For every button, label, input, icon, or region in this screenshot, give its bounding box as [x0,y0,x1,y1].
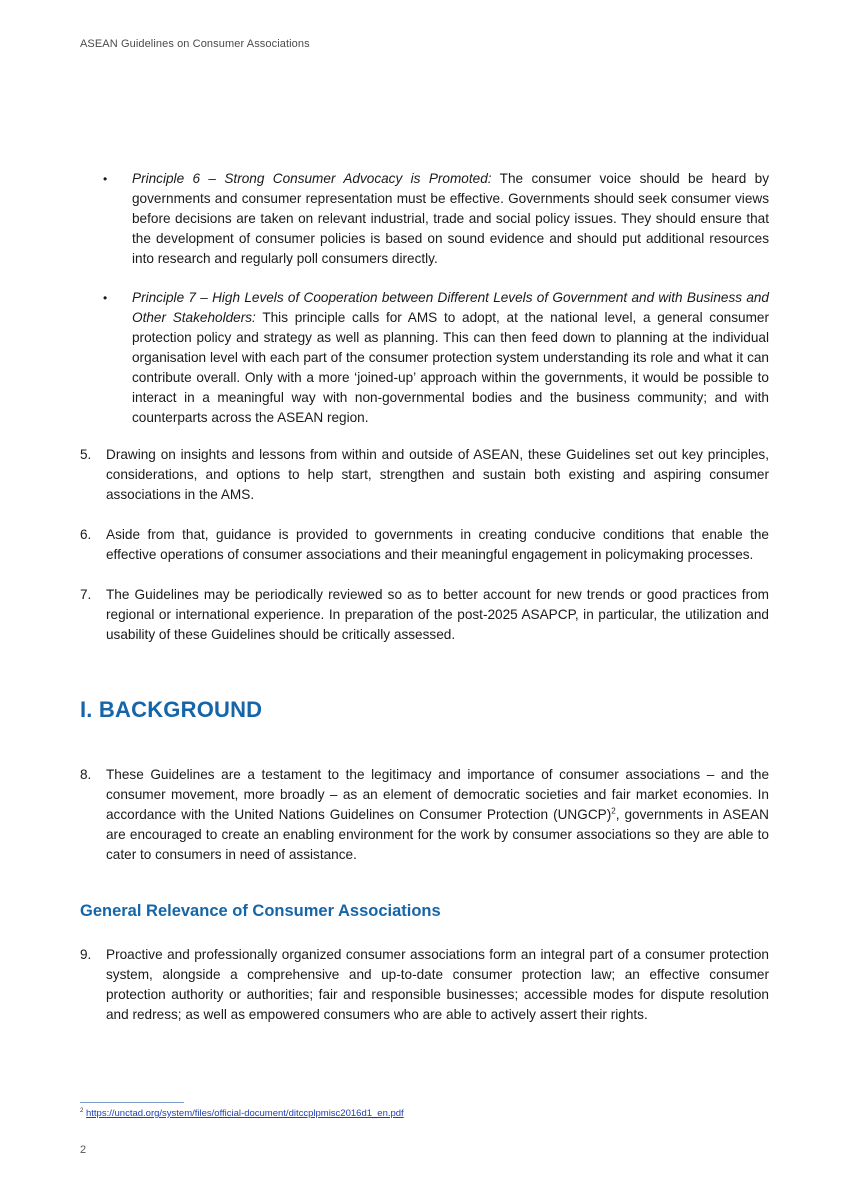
paragraph-5 [80,445,769,505]
paragraph-number: 8. [80,767,92,782]
footnote-link[interactable]: https://unctad.org/system/files/official-document/ditccplpmisc2016d1_en.pdf [85,1108,404,1119]
paragraph-number: 5. [80,447,92,462]
paragraph-text: These Guidelines are a testament to the legitimacy and importance of consumer associations – and the consumer movement, more broadly – as an element of democratic societies and fair market economies. In accordance with the United Nations Guidelines on Consumer Protection (UNGCP) [106,767,769,822]
bullet-icon: • [103,172,108,186]
principle-text: This principle calls for AMS to adopt, at the national level, a general consumer protection policy and strategy as well as planning. This can then feed down to planning at the individual organisation level with each part of the consumer protection system understanding its role and what it can contribute overall. Only with a more ‘joined-up’ approach within the governments, it would be possible to interact in a meaningful way with non-governmental bodies and the business community; and with counterparts across the ASEAN region. [132,310,769,425]
footnote [80,1108,404,1119]
principle-item [103,288,769,428]
paragraph-number: 6. [80,527,92,542]
paragraph-text: Aside from that, guidance is provided to governments in creating conducive conditions that enable the effective operations of consumer associations and their meaningful engagement in policymaking processes. [106,527,769,562]
principle-item [103,169,769,269]
paragraph-6 [80,525,769,565]
principle-text: The consumer voice should be heard by governments and consumer representation must be effective. Governments should seek consumer views before decisions are taken on relevant industrial, trade and social policy issues. They should ensure that the development of consumer policies is based on sound evidence and should put additional resources into research and regularly poll consumers directly. [132,171,769,266]
bullet-icon: • [103,291,108,305]
paragraph-number: 9. [80,947,92,962]
section-heading: I. BACKGROUND [80,697,263,722]
subsection-heading: General Relevance of Consumer Associations [80,902,441,920]
principles-list [103,169,769,447]
paragraph-text: Proactive and professionally organized consumer associations form an integral part of a consumer protection system, alongside a comprehensive and up-to-date consumer protection law; an effective consumer protection authority or authorities; fair and responsible businesses; accessible modes for dispute resolution and redress; as well as empowered consumers who are able to actively assert their rights. [106,947,769,1022]
page-number: 2 [80,1144,87,1156]
principle-title: Principle 7 – High Levels of Cooperation between Different Levels of Government and with Business and Other Stakeholders: [132,290,769,325]
paragraph-9 [80,945,769,1025]
paragraph-text: Drawing on insights and lessons from within and outside of ASEAN, these Guidelines set out key principles, considerations, and options to help start, strengthen and sustain both existing and aspiring consumer associations in the AMS. [106,447,769,502]
paragraph-text-continued: , governments in ASEAN are encouraged to create an enabling environment for the work by consumer associations so they are able to cater to consumers in need of assistance. [106,807,769,862]
footnote-divider [80,1102,184,1103]
paragraph-7 [80,585,769,645]
paragraph-8 [80,765,769,865]
footnote-marker: 2 [80,1108,84,1114]
paragraph-text: The Guidelines may be periodically reviewed so as to better account for new trends or good practices from regional or international experience. In preparation of the post-2025 ASAPCP, in particular, the utilization and usability of these Guidelines should be critically assessed. [106,587,769,642]
running-header: ASEAN Guidelines on Consumer Associations [80,38,310,50]
paragraph-number: 7. [80,587,92,602]
principle-title: Principle 6 – Strong Consumer Advocacy is Promoted: [132,171,492,186]
footnote-reference[interactable]: 2 [611,806,616,816]
